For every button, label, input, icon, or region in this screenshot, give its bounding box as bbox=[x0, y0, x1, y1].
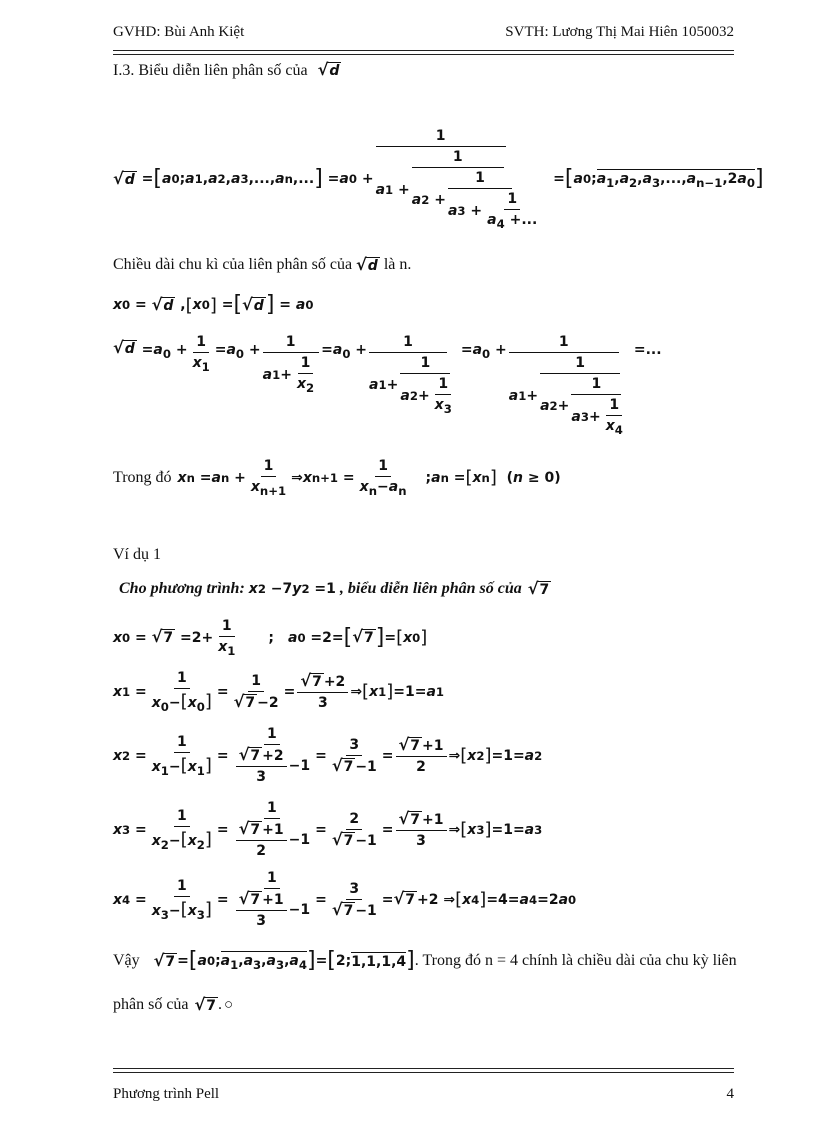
formula-ex-x0: x 0 = √ 7 =2+ $\frac{1}{x_1}$ ; a 0 =2= [ √ 7 ] = [ x 0 ] bbox=[113, 618, 428, 658]
page-number: 4 bbox=[726, 1086, 734, 1102]
example-prompt: Cho phương trình: x 2 −7 y 2 =1 , biểu diễn liên phân số của √ 7 bbox=[119, 578, 550, 598]
formula-ex-x1: x 1 = $\frac{1}{x_0-[x_0]}$ = 1 √ 7 −2 = √ 7 +2 3 ⇒ [ x 1 ] =1= a 1 bbox=[113, 670, 445, 714]
formula-x0: x 0 = √ d , [ x 0 ] = [ √ d ] = a 0 bbox=[113, 292, 314, 317]
formula-general-cf: √ d = [ a 0 ; a 1 , a 2 , a 3 ,..., a n ,... ] = a 0 + 1 a 1 + 1 a 2 + 1 a 3 + $\frac{1}{a_4 +...}$ = [ a 0 ; $a_1,a_2,a_3,...,a_{n-1},2a_0$ ] bbox=[113, 128, 764, 231]
conclusion-line-2: phân số của √ 7 . ○ bbox=[113, 994, 234, 1014]
formula-expansion: √ d $=a_0$ + $\frac{1}{x_1}$ $=a_0$ + 1 a 1 + $\frac{1}{x_2}$ $=a_0$ + 1 a 1 + 1 a 2 + $\frac{1}{x_3}$ $=a_0$ + 1 a 1 + 1 a 2 + 1 a 3 + $\frac{1}{x_4}$ =... bbox=[113, 334, 662, 437]
recurrence-line: Trong đó x n = a n + $\frac{1}{x_{n+1}}$ ⇒ x n+1 = $\frac{1}{x_n-a_n}$ ; a n = [ x n ] ( n ≥ 0) bbox=[113, 458, 561, 498]
header-student: SVTH: Lương Thị Mai Hiên 1050032 bbox=[505, 23, 734, 40]
footer-rule bbox=[113, 1068, 734, 1073]
formula-ex-x2: x 2 = $\frac{1}{x_1-[x_1]}$ = 1 √ 7 +2 3 −1 = 3 √ 7 −1 = √ 7 +1 2 ⇒ [ x 2 ] =1= a 2 bbox=[113, 726, 543, 785]
footer-title: Phương trình Pell bbox=[113, 1086, 220, 1102]
example-title: Ví dụ 1 bbox=[113, 546, 161, 563]
conclusion-line-1: Vậy √ 7 = [ a 0 ; $a_1,a_3,a_3,a_4$ ] = [ 2; 1,1,1,4 ] . Trong đó n = 4 chính là chiều dài của chu kỳ liên bbox=[113, 948, 737, 973]
header-instructor: GVHD: Bùi Anh Kiệt bbox=[113, 23, 245, 40]
end-of-example-mark: ○ bbox=[224, 996, 234, 1013]
formula-ex-x3: x 3 = $\frac{1}{x_2-[x_2]}$ = 1 √ 7 +1 2 −1 = 2 √ 7 −1 = √ 7 +1 3 ⇒ [ x 3 ] =1= a 3 bbox=[113, 800, 543, 859]
formula-ex-x4: x 4 = $\frac{1}{x_3-[x_3]}$ = 1 √ 7 +1 3 −1 = 3 √ 7 −1 = √ 7 +2 ⇒ [ x 4 ] =4= a 4 =2 a 0 bbox=[113, 870, 577, 929]
page-footer bbox=[113, 1086, 734, 1103]
period-sentence: Chiều dài chu kì của liên phân số của √ d là n. bbox=[113, 254, 412, 274]
header-rule bbox=[113, 50, 734, 55]
page-header bbox=[113, 20, 734, 44]
section-title: I.3. Biểu diễn liên phân số của √ d bbox=[113, 60, 340, 79]
